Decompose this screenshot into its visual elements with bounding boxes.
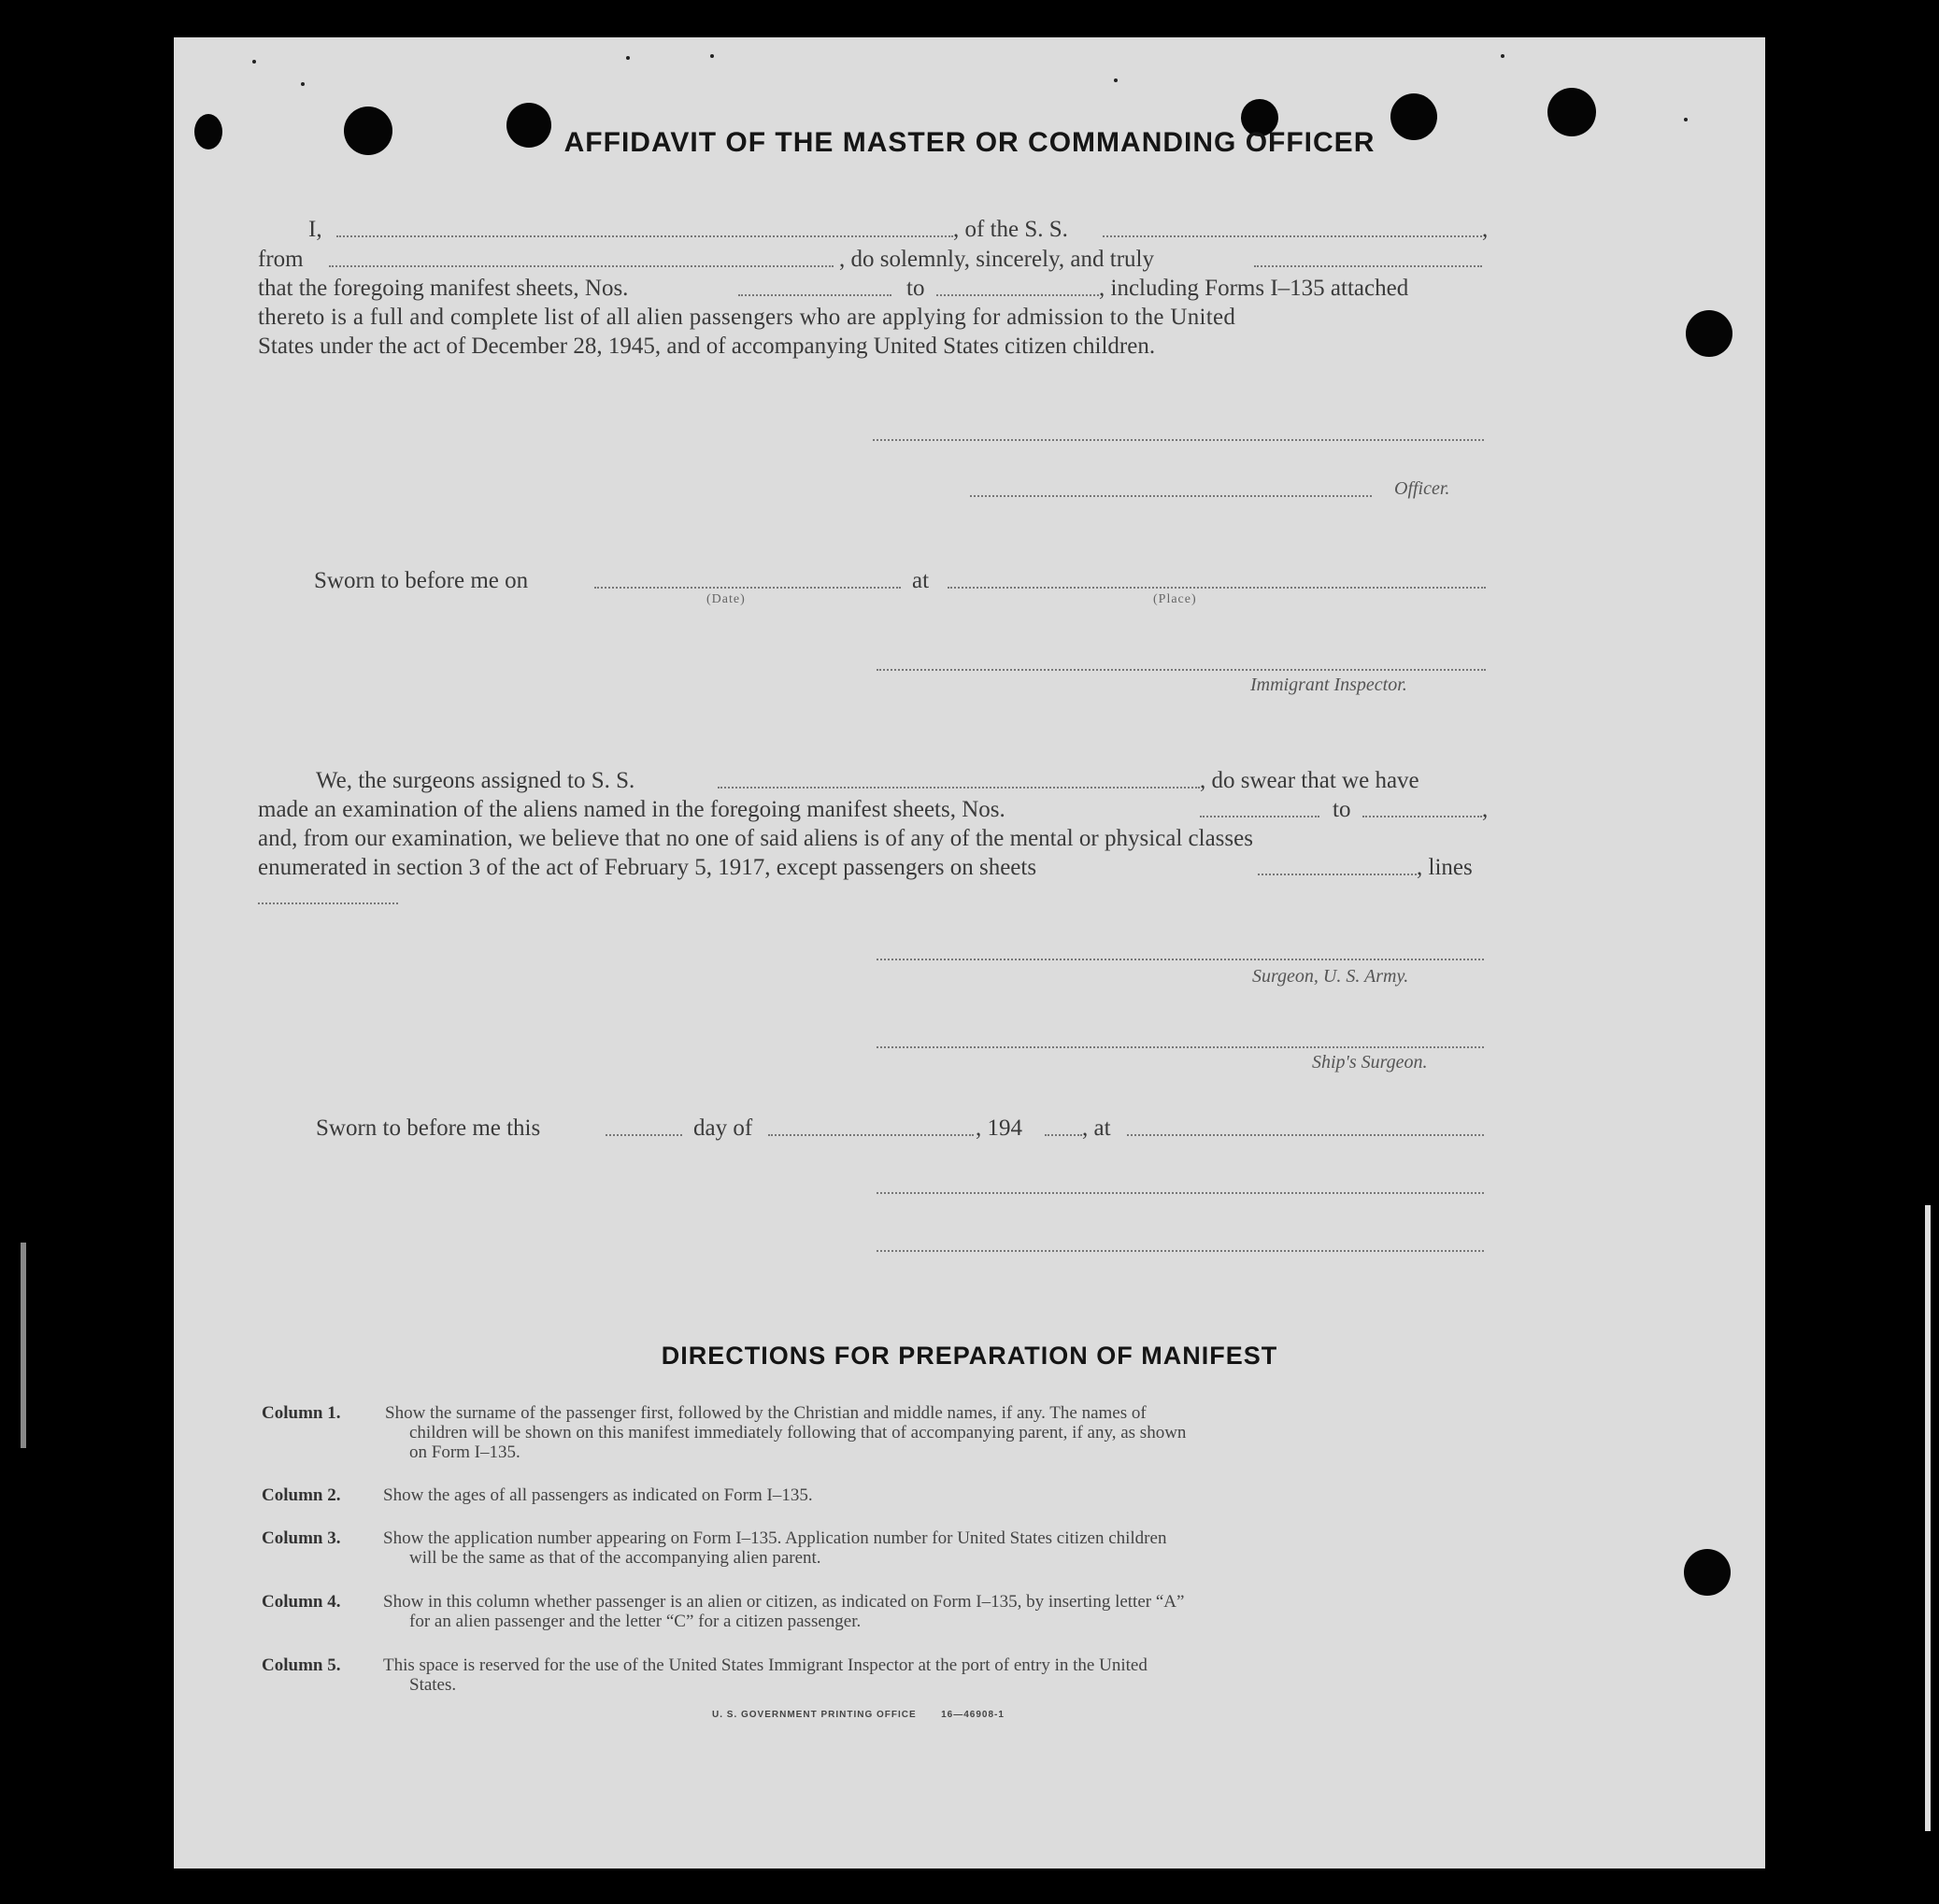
blank-line bbox=[336, 235, 953, 237]
blank-line bbox=[738, 294, 891, 296]
affidavit-line3-b: to bbox=[906, 276, 925, 301]
affidavit-line1-b: , of the S. S. bbox=[953, 217, 1068, 242]
blank-line bbox=[718, 787, 1200, 789]
signature-line bbox=[877, 959, 1484, 960]
column-3-line1: Show the application number appearing on Form I–135. Application number for United States citizen children bbox=[383, 1528, 1167, 1548]
column-4-label: Column 4. bbox=[262, 1592, 341, 1612]
speck bbox=[626, 56, 630, 60]
blank-line bbox=[1254, 265, 1482, 267]
signature-line bbox=[873, 439, 1484, 441]
column-1-line1: Show the surname of the passenger first, followed by the Christian and middle names, if any. The names of bbox=[385, 1403, 1147, 1423]
column-1-line2: children will be shown on this manifest immediately following that of accompanying parent, if any, as shown bbox=[409, 1423, 1187, 1442]
speck bbox=[252, 60, 256, 64]
column-5-line1: This space is reserved for the use of the United States Immigrant Inspector at the port of entry in the United bbox=[383, 1655, 1148, 1675]
blank-line bbox=[606, 1134, 682, 1136]
affidavit-line3-c: , including Forms I–135 attached bbox=[1099, 276, 1409, 301]
surgeons-line4-a: enumerated in section 3 of the act of February 5, 1917, except passengers on sheets bbox=[258, 855, 1037, 880]
printing-office-footer: U. S. GOVERNMENT PRINTING OFFICE 16—46908-1 bbox=[712, 1710, 1005, 1720]
punch-hole bbox=[1686, 310, 1732, 357]
column-5-label: Column 5. bbox=[262, 1655, 341, 1675]
sworn-this-a: Sworn to before me this bbox=[316, 1115, 541, 1141]
blank-line bbox=[1258, 874, 1417, 875]
sworn-line-a: Sworn to before me on bbox=[314, 568, 529, 593]
surgeons-line2-a: made an examination of the aliens named in the foregoing manifest sheets, Nos. bbox=[258, 797, 1005, 822]
speck bbox=[1501, 54, 1504, 58]
affidavit-line5: States under the act of December 28, 1945, and of accompanying United States citizen children. bbox=[258, 334, 1156, 359]
blank-line bbox=[258, 902, 398, 904]
column-1-line3: on Form I–135. bbox=[409, 1442, 520, 1462]
ship-surgeon-label: Ship's Surgeon. bbox=[1312, 1052, 1428, 1073]
affidavit-line3-a: that the foregoing manifest sheets, Nos. bbox=[258, 276, 629, 301]
surgeons-line4-b: , lines bbox=[1417, 855, 1473, 880]
surgeons-line2-c: , bbox=[1482, 797, 1489, 822]
edge-artifact bbox=[1925, 1205, 1931, 1831]
surgeons-line1-b: , do swear that we have bbox=[1200, 768, 1419, 793]
text: I, bbox=[308, 217, 322, 242]
blank-line bbox=[1200, 816, 1319, 817]
blank-line bbox=[936, 294, 1099, 296]
affidavit-line2-b: , do solemnly, sincerely, and truly bbox=[839, 247, 1154, 272]
blank-line bbox=[1127, 1134, 1484, 1136]
column-4-line2: for an alien passenger and the letter “C” for a citizen passenger. bbox=[409, 1612, 862, 1631]
column-3-line2: will be the same as that of the accompanying alien parent. bbox=[409, 1548, 821, 1568]
column-4-line1: Show in this column whether passenger is an alien or citizen, as indicated on Form I–135, by inserting letter “A” bbox=[383, 1592, 1185, 1612]
army-surgeon-label: Surgeon, U. S. Army. bbox=[1252, 966, 1409, 987]
punch-hole bbox=[1684, 1549, 1731, 1596]
affidavit-line1-c: , bbox=[1482, 217, 1489, 242]
sworn-this-d: , at bbox=[1082, 1115, 1111, 1141]
affidavit-line4: thereto is a full and complete list of all alien passengers who are applying for admission to the United bbox=[258, 305, 1236, 330]
blank-line bbox=[948, 587, 1486, 589]
blank-line bbox=[1103, 235, 1482, 237]
affidavit-line2-a: from bbox=[258, 247, 304, 272]
blank-line bbox=[1362, 816, 1482, 817]
sworn-this-b: day of bbox=[693, 1115, 753, 1141]
signature-line bbox=[970, 495, 1372, 497]
speck bbox=[1114, 78, 1118, 82]
edge-artifact bbox=[21, 1243, 26, 1448]
affidavit-title: AFFIDAVIT OF THE MASTER OR COMMANDING OFFICER bbox=[563, 127, 1376, 158]
sworn-line-b: at bbox=[912, 568, 930, 593]
directions-title: DIRECTIONS FOR PREPARATION OF MANIFEST bbox=[661, 1342, 1278, 1370]
form-page bbox=[174, 37, 1765, 1868]
affidavit-line1 bbox=[308, 215, 322, 244]
blank-line bbox=[329, 265, 834, 267]
officer-label: Officer. bbox=[1394, 478, 1450, 499]
signature-line bbox=[877, 1250, 1484, 1252]
inspector-label: Immigrant Inspector. bbox=[1250, 675, 1407, 695]
surgeons-line3: and, from our examination, we believe that no one of said aliens is of any of the mental or physical classes bbox=[258, 826, 1253, 851]
blank-line bbox=[1045, 1134, 1082, 1136]
column-2-line1: Show the ages of all passengers as indicated on Form I–135. bbox=[383, 1485, 813, 1505]
signature-line bbox=[877, 1192, 1484, 1194]
column-1-label: Column 1. bbox=[262, 1403, 341, 1423]
column-3-label: Column 3. bbox=[262, 1528, 341, 1548]
speck bbox=[710, 54, 714, 58]
surgeons-line2-b: to bbox=[1333, 797, 1351, 822]
surgeons-line1-a: We, the surgeons assigned to S. S. bbox=[316, 768, 635, 793]
blank-line bbox=[768, 1134, 974, 1136]
column-5-line2: States. bbox=[409, 1675, 457, 1695]
column-2-label: Column 2. bbox=[262, 1485, 341, 1505]
blank-line bbox=[594, 587, 901, 589]
date-caption: (Date) bbox=[706, 592, 746, 606]
place-caption: (Place) bbox=[1153, 592, 1197, 606]
speck bbox=[301, 82, 305, 86]
signature-line bbox=[877, 669, 1486, 671]
speck bbox=[1684, 118, 1688, 121]
signature-line bbox=[877, 1046, 1484, 1048]
sworn-this-c: , 194 bbox=[976, 1115, 1022, 1141]
